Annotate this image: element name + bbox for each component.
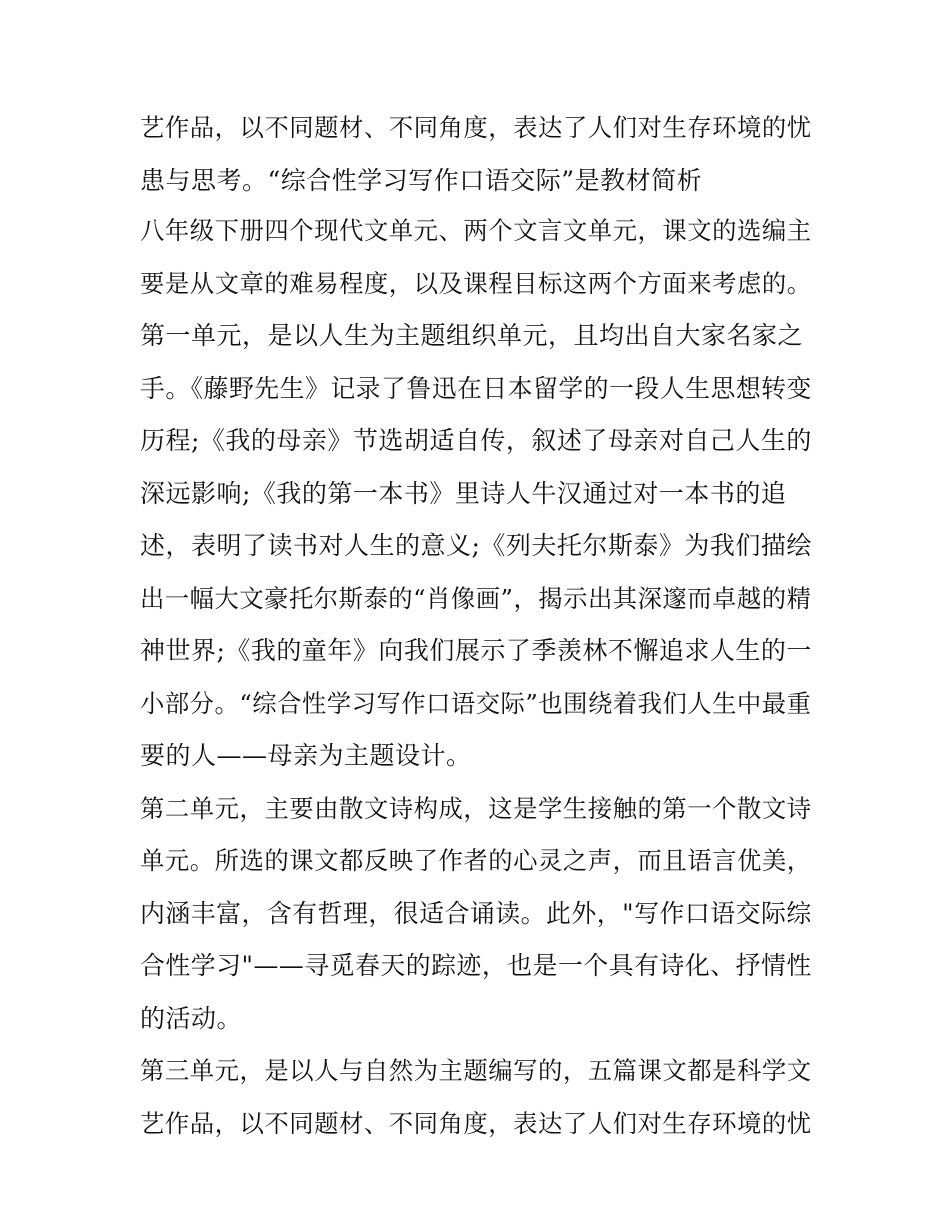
text-line: 单元。所选的课文都反映了作者的心灵之声，而且语言优美， <box>140 846 812 875</box>
text-line: 手。《藤野先生》记录了鲁迅在日本留学的一段人生思想转变 <box>140 374 812 403</box>
text-line: 第二单元，主要由散文诗构成，这是学生接触的第一个散文诗 <box>140 794 812 823</box>
text-line: 要的人——母亲为主题设计。 <box>140 741 472 770</box>
text-line: 第三单元，是以人与自然为主题编写的，五篇课文都是科学文 <box>140 1056 812 1085</box>
text-line: 艺作品，以不同题材、不同角度，表达了人们对生存环境的忧 <box>140 113 812 142</box>
text-line: 艺作品，以不同题材、不同角度，表达了人们对生存环境的忧 <box>140 1109 812 1138</box>
text-line: 内涵丰富，含有哲理，很适合诵读。此外，"写作口语交际综 <box>140 899 812 928</box>
text-line: 要是从文章的难易程度，以及课程目标这两个方面来考虑的。 <box>140 269 812 298</box>
text-line: 述，表明了读书对人生的意义;《列夫托尔斯泰》为我们描绘 <box>140 531 812 560</box>
text-line: 的活动。 <box>140 1004 243 1033</box>
text-line: 第一单元，是以人生为主题组织单元，且均出自大家名家之 <box>140 321 804 350</box>
text-line: 八年级下册四个现代文单元、两个文言文单元，课文的选编主 <box>140 216 812 245</box>
text-line: 出一幅大文豪托尔斯泰的“肖像画”，揭示出其深邃而卓越的精 <box>140 584 812 613</box>
text-line: 深远影响;《我的第一本书》里诗人牛汉通过对一本书的追 <box>140 479 787 508</box>
text-line: 合性学习"——寻觅春天的踪迹，也是一个具有诗化、抒情性 <box>140 951 812 980</box>
text-line: 历程;《我的母亲》节选胡适自传，叙述了母亲对自己人生的 <box>140 426 812 455</box>
text-line: 小部分。“综合性学习写作口语交际”也围绕着我们人生中最重 <box>140 689 812 718</box>
text-line: 患与思考。“综合性学习写作口语交际”是教材简析 <box>140 166 703 195</box>
text-line: 神世界;《我的童年》向我们展示了季羡林不懈追求人生的一 <box>140 636 812 665</box>
